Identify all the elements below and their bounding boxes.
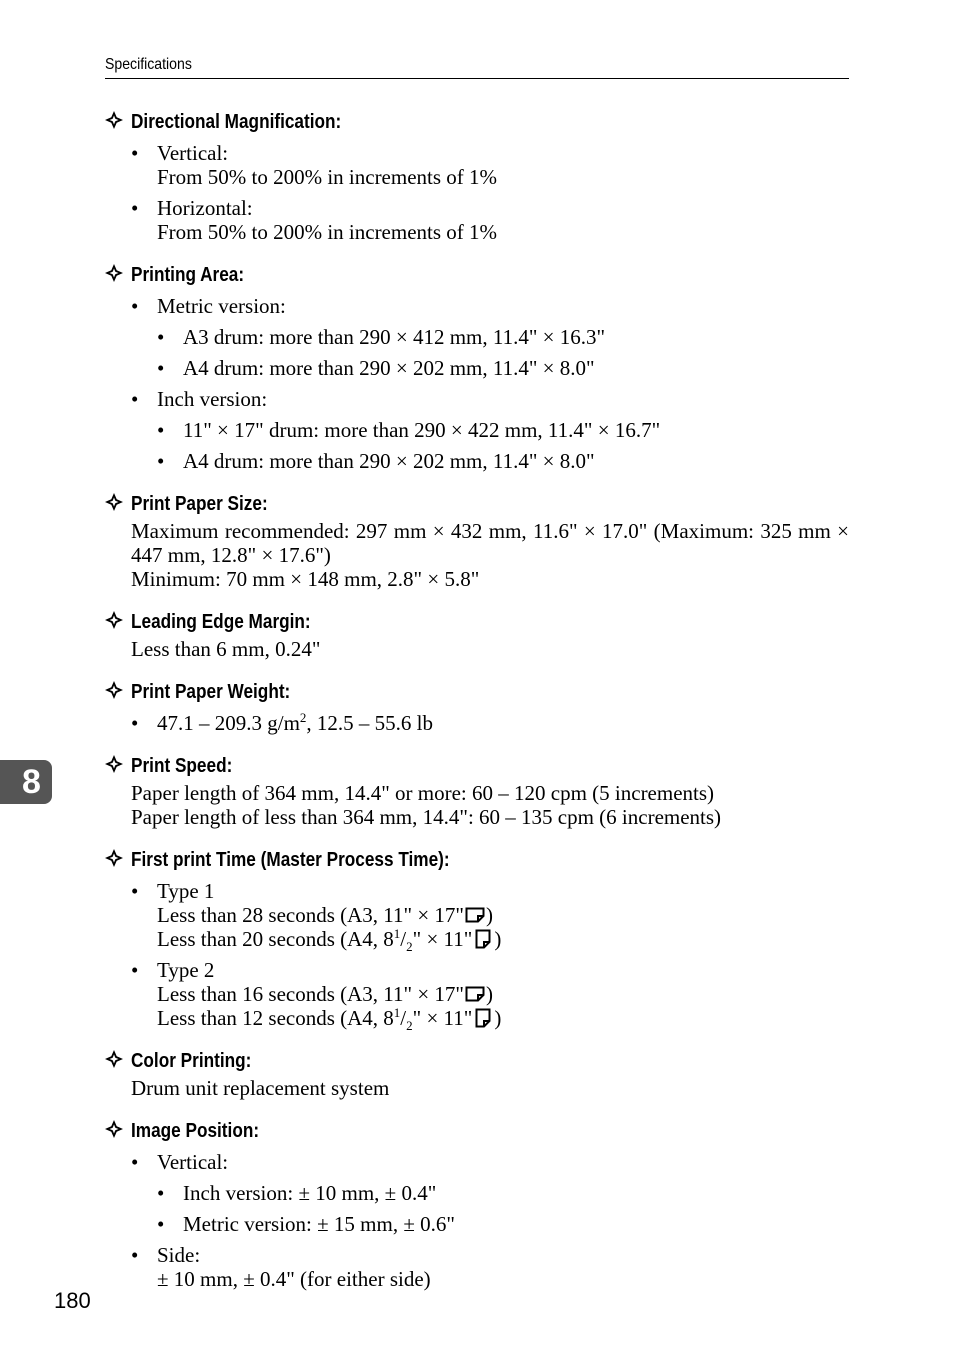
bullet-dot: • bbox=[131, 387, 139, 411]
paper-portrait-icon bbox=[473, 1008, 493, 1028]
list-item: • Vertical: • Inch version: ± 10 mm, ± 0.4" • Metric version: ± 15 mm, ± 0.6" bbox=[105, 1150, 849, 1236]
list-item: • Metric version: • A3 drum: more than 290 × 412 mm, 11.4" × 16.3" • A4 drum: more than 290 × 202 mm, 11.4" × 8.0" bbox=[105, 294, 849, 380]
sub-list-item: • Inch version: ± 10 mm, ± 0.4" bbox=[157, 1181, 437, 1205]
section-color-printing bbox=[105, 1047, 849, 1100]
section-print-speed bbox=[105, 752, 849, 829]
paragraph: Minimum: 70 mm × 148 mm, 2.8" × 5.8" bbox=[131, 567, 480, 591]
section-first-print-time bbox=[105, 846, 849, 1034]
bullet-list bbox=[105, 141, 849, 244]
bullet-dot: • bbox=[157, 356, 165, 380]
diamond-ornament-icon bbox=[105, 493, 123, 511]
section-body bbox=[105, 519, 849, 591]
chapter-tab bbox=[0, 760, 52, 804]
section-print-paper-weight bbox=[105, 678, 849, 735]
diamond-ornament-icon bbox=[105, 264, 123, 282]
bullet-dot: • bbox=[131, 879, 139, 903]
bullet-dot: • bbox=[131, 1150, 139, 1174]
spec-content bbox=[105, 108, 849, 1308]
section-image-position bbox=[105, 1117, 849, 1291]
section-title: Directional Magnification: bbox=[105, 108, 849, 137]
section-leading-edge-margin bbox=[105, 608, 849, 661]
paragraph: Paper length of less than 364 mm, 14.4": 60 – 135 cpm (6 increments) bbox=[131, 805, 722, 829]
list-item: • Type 1 Less than 28 seconds (A3, 11" × 17" ) Less than 20 seconds (A4, $8^1/_2$" × 11" ) bbox=[131, 879, 502, 955]
section-body bbox=[105, 637, 849, 661]
sub-list-item: • A4 drum: more than 290 × 202 mm, 11.4" × 8.0" bbox=[157, 356, 595, 380]
sub-list-item: • Metric version: ± 15 mm, ± 0.6" bbox=[157, 1212, 455, 1236]
section-title: Print Paper Weight: bbox=[105, 678, 849, 707]
bullet-list bbox=[105, 711, 849, 735]
paragraph: Paper length of 364 mm, 14.4" or more: 60 – 120 cpm (5 increments) bbox=[131, 781, 715, 805]
sub-bullet-list bbox=[157, 418, 849, 473]
sub-list-item: • A4 drum: more than 290 × 202 mm, 11.4" × 8.0" bbox=[157, 449, 595, 473]
sub-list-item: • A3 drum: more than 290 × 412 mm, 11.4" × 16.3" bbox=[157, 325, 606, 349]
chapter-number: 8 bbox=[22, 763, 41, 801]
list-item: • Horizontal: From 50% to 200% in increments of 1% bbox=[131, 196, 498, 244]
bullet-dot: • bbox=[157, 1181, 165, 1205]
section-directional-magnification bbox=[105, 108, 849, 244]
section-title: Color Printing: bbox=[105, 1047, 849, 1076]
bullet-dot: • bbox=[131, 294, 139, 318]
list-item: • Vertical: From 50% to 200% in increments of 1% bbox=[131, 141, 498, 189]
bullet-dot: • bbox=[157, 325, 165, 349]
sub-bullet-list bbox=[157, 1181, 849, 1236]
bullet-list bbox=[105, 294, 849, 473]
section-title: Print Speed: bbox=[105, 752, 849, 781]
section-title: Print Paper Size: bbox=[105, 490, 849, 519]
bullet-list bbox=[105, 1150, 849, 1291]
section-body bbox=[105, 1076, 849, 1100]
paper-landscape-icon bbox=[465, 984, 485, 1004]
section-title: Image Position: bbox=[105, 1117, 849, 1146]
paragraph: Drum unit replacement system bbox=[131, 1076, 390, 1100]
diamond-ornament-icon bbox=[105, 1120, 123, 1138]
section-body bbox=[105, 781, 849, 829]
paragraph: Less than 6 mm, 0.24" bbox=[131, 637, 321, 661]
diamond-ornament-icon bbox=[105, 681, 123, 699]
list-item: • Type 2 Less than 16 seconds (A3, 11" × 17" ) Less than 12 seconds (A4, $8^1/_2$" × 11" ) bbox=[131, 958, 502, 1034]
paper-portrait-icon bbox=[473, 929, 493, 949]
sub-list-item: • 11" × 17" drum: more than 290 × 422 mm, 11.4" × 16.7" bbox=[157, 418, 661, 442]
diamond-ornament-icon bbox=[105, 755, 123, 773]
bullet-dot: • bbox=[157, 1212, 165, 1236]
bullet-dot: • bbox=[131, 711, 139, 735]
diamond-ornament-icon bbox=[105, 611, 123, 629]
diamond-ornament-icon bbox=[105, 111, 123, 129]
bullet-list bbox=[105, 879, 849, 1034]
bullet-dot: • bbox=[157, 449, 165, 473]
paper-landscape-icon bbox=[465, 905, 485, 925]
bullet-dot: • bbox=[131, 958, 139, 982]
list-item: • 47.1 – 209.3 $g/m^2$, 12.5 – 55.6 lb bbox=[131, 710, 434, 735]
header-rule bbox=[105, 78, 849, 79]
running-head: Specifications bbox=[105, 56, 192, 73]
section-title: Leading Edge Margin: bbox=[105, 608, 849, 637]
diamond-ornament-icon bbox=[105, 849, 123, 867]
list-item: • Inch version: • 11" × 17" drum: more than 290 × 422 mm, 11.4" × 16.7" • A4 drum: more than 290 × 202 mm, 11.4" × 8.0" bbox=[105, 387, 849, 473]
list-item: • Side: ± 10 mm, ± 0.4" (for either side) bbox=[131, 1243, 431, 1291]
diamond-ornament-icon bbox=[105, 1050, 123, 1068]
section-title: Printing Area: bbox=[105, 261, 849, 290]
bullet-dot: • bbox=[131, 196, 139, 220]
sub-bullet-list bbox=[157, 325, 849, 380]
section-printing-area bbox=[105, 261, 849, 473]
bullet-dot: • bbox=[131, 1243, 139, 1267]
section-print-paper-size bbox=[105, 490, 849, 591]
paragraph: Maximum recommended: 297 mm × 432 mm, 11.6" × 17.0" (Maximum: 325 mm × 447 mm, 12.8" × 17.6") bbox=[131, 519, 849, 567]
bullet-dot: • bbox=[131, 141, 139, 165]
section-title: First print Time (Master Process Time): bbox=[105, 846, 849, 875]
bullet-dot: • bbox=[157, 418, 165, 442]
page-number: 180 bbox=[54, 1288, 91, 1313]
